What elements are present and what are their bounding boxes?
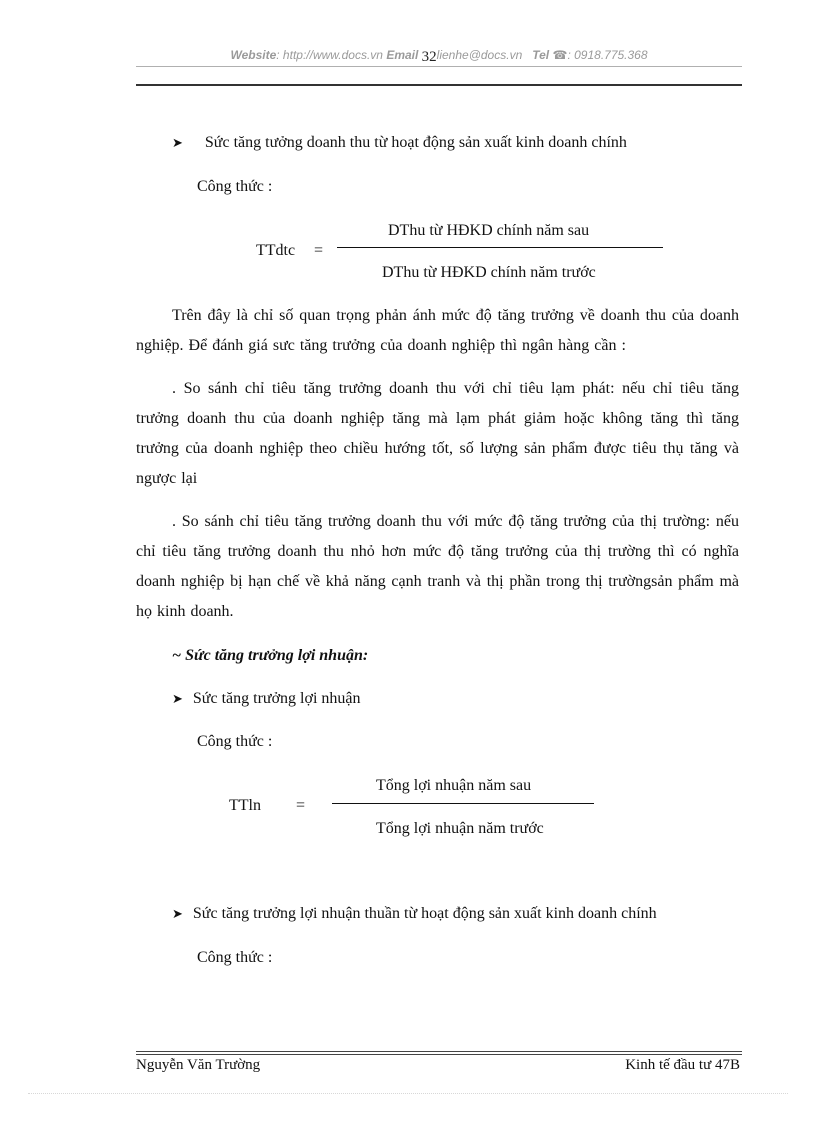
bullet-profit-growth <box>172 684 360 715</box>
footer-author: Nguyễn Văn Trường <box>136 1057 261 1073</box>
formula-2-equals: = <box>296 797 306 814</box>
email-label: Email <box>386 48 419 62</box>
header-rule-thin <box>136 66 742 67</box>
formula-2-denominator: Tổng lợi nhuận năm trước <box>376 820 544 837</box>
website-label: Website <box>230 48 277 62</box>
paragraph-inflation-compare: . So sánh chỉ tiêu tăng trưởng doanh thu với chỉ tiêu lạm phát: nếu chỉ tiêu tăng trưởng doanh thu của doanh nghiệp tăng mà lạm phát giảm hoặc không tăng thì tăng trưởng của doanh nghiệp theo chiều hướng tốt, số lượng sản phẩm được tiêu thụ tăng và ngược lại <box>136 380 739 487</box>
profit-growth-subheading: ~ Sức tăng trưởng lợi nhuận: <box>172 647 369 664</box>
page-header <box>136 47 742 64</box>
header-rule-thick <box>136 84 742 86</box>
page-number: 32 <box>421 49 437 65</box>
formula-1-lhs: TTdtc <box>256 242 296 259</box>
tel-value: : 0918.775.368 <box>567 48 648 62</box>
formula-2-lhs: TTln <box>229 797 261 814</box>
bullet-net-profit-growth <box>172 899 657 930</box>
arrow-bullet-icon: ➤ <box>172 136 183 151</box>
phone-icon: ☎ <box>552 48 568 62</box>
paragraph-market-compare: . So sánh chỉ tiêu tăng trưởng doanh thu với mức độ tăng trưởng của thị trường: nếu chỉ tiêu tăng trưởng doanh thu nhỏ hơn mức độ tăng trưởng của thị trường thì có nghĩa doanh nghiệp bị hạn chế về khả năng cạnh tranh và thị phần trong thị trườngsản phẩm mà họ kinh doanh. <box>136 513 739 620</box>
formula-label-3: Công thức : <box>197 949 273 966</box>
formula-2-numerator: Tổng lợi nhuận năm sau <box>376 777 532 794</box>
bullet-revenue-growth <box>172 128 627 159</box>
formula-1-denominator: DThu từ HĐKD chính năm trước <box>382 264 596 281</box>
footer-double-rule <box>136 1051 742 1055</box>
arrow-bullet-icon: ➤ <box>172 692 183 707</box>
formula-label-1: Công thức : <box>197 178 273 195</box>
arrow-bullet-icon: ➤ <box>172 907 183 922</box>
website-value: : http://www.docs.vn <box>276 48 387 62</box>
footer-class: Kinh tế đầu tư 47B <box>625 1057 740 1073</box>
formula-2-fraction-line <box>332 803 594 804</box>
tel-label: Tel <box>532 48 550 62</box>
formula-1-numerator: DThu từ HĐKD chính năm sau <box>388 222 590 239</box>
formula-label-2: Công thức : <box>197 733 273 750</box>
paragraph-summary: Trên đây là chỉ số quan trọng phản ánh mức độ tăng trưởng về doanh thu của doanh nghiệp. Để đánh giá sưc tăng trưởng của doanh nghiệp thì ngân hàng cần : <box>136 307 739 354</box>
formula-1-fraction-line <box>337 247 663 248</box>
email-value: lienhe@docs.vn <box>436 48 526 62</box>
revenue-growth-heading: Sức tăng tưởng doanh thu từ hoạt động sản xuất kinh doanh chính <box>204 134 627 151</box>
formula-1-equals: = <box>314 242 324 259</box>
profit-growth-heading: Sức tăng trưởng lợi nhuận <box>192 690 361 707</box>
net-profit-growth-heading: Sức tăng trưởng lợi nhuận thuần từ hoạt động sản xuất kinh doanh chính <box>192 905 657 922</box>
page-bottom-dotted-line <box>28 1093 788 1094</box>
